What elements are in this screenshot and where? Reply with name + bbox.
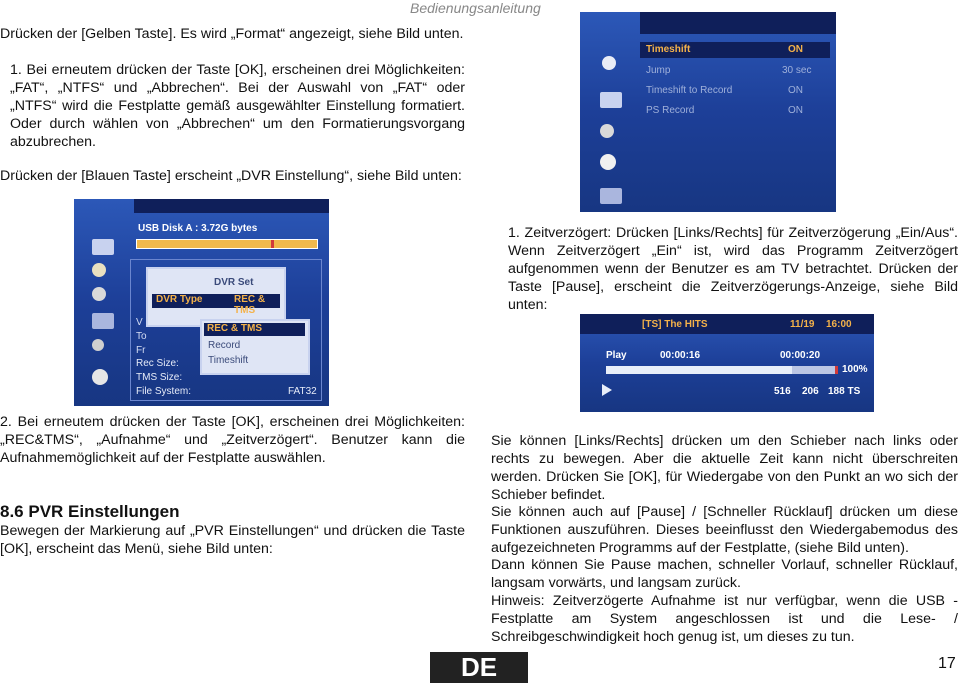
page-number: 17 bbox=[938, 655, 956, 672]
disk-usage-bar bbox=[136, 239, 318, 249]
media-icon bbox=[92, 263, 106, 277]
stat-value: 188 TS bbox=[828, 386, 861, 397]
settings-icon bbox=[92, 287, 106, 301]
section-heading: 8.6 PVR Einstellungen bbox=[0, 502, 180, 521]
usb-icon bbox=[92, 339, 104, 351]
dvr-type-value: REC & TMS bbox=[234, 294, 266, 316]
pvr-settings-screenshot bbox=[580, 12, 836, 212]
timeshift-screenshot bbox=[580, 314, 874, 412]
usb-disk-label: USB Disk A : 3.72G bytes bbox=[138, 223, 258, 234]
header-title: Bedienungsanleitung bbox=[410, 0, 541, 16]
option-timeshift[interactable]: Timeshift bbox=[208, 355, 249, 366]
partial-row-to: To bbox=[136, 331, 147, 342]
dvr-settings-screenshot bbox=[74, 199, 329, 406]
pvr-row-value: 30 sec bbox=[782, 65, 812, 76]
screen-title-bar bbox=[134, 199, 329, 213]
media-icon bbox=[600, 124, 614, 138]
paragraph-blue-key: Drücken der [Blauen Taste] erscheint „DVR Einstellung“, siehe Bild unten: bbox=[0, 168, 462, 184]
dvr-set-title: DVR Set bbox=[214, 277, 254, 288]
play-time: 00:00:16 bbox=[660, 350, 701, 361]
pvr-row-value: ON bbox=[788, 105, 803, 116]
option-rec-tms[interactable]: REC & TMS bbox=[204, 323, 305, 336]
paragraph-format-options: 1. Bei erneutem drücken der Taste [OK], erscheinen drei Möglichkeiten: „FAT“, „NTFS“ und „Abbrechen“. Bei der Auswahl von „FAT“ oder „NTFS“ wird die Festplatte gemäß ausgewählter Einstellung formatiert. Oder durch wählen von „Abbrechen“ um den Formatierungsvorgang abzubrechen. bbox=[10, 62, 465, 150]
file-system-value: FAT32 bbox=[288, 386, 317, 397]
tools-icon bbox=[600, 188, 622, 204]
play-label: Play bbox=[606, 350, 627, 361]
timeshift-progress-track[interactable] bbox=[606, 366, 838, 374]
option-record[interactable]: Record bbox=[208, 340, 241, 351]
language-badge: DE bbox=[430, 652, 528, 683]
signal-icon bbox=[600, 92, 622, 108]
pvr-row-label[interactable]: Jump bbox=[646, 65, 671, 76]
channel-name: [TS] The HITS bbox=[642, 319, 708, 330]
partial-row-fr: Fr bbox=[136, 345, 146, 356]
settings-icon bbox=[600, 154, 616, 170]
stat-value: 206 bbox=[802, 386, 819, 397]
play-icon bbox=[602, 56, 616, 70]
end-time: 00:00:20 bbox=[780, 350, 821, 361]
tms-size-label: TMS Size: bbox=[136, 372, 183, 383]
paragraph-note: Hinweis: Zeitverzögerte Aufnahme ist nur verfügbar, wenn die USB - Festplatte am System angeschlossen ist und die Lese- / Schreibgeschwindigkeit hoch genug ist, um dieses zu tun. bbox=[491, 593, 958, 645]
paragraph-slider: Sie können [Links/Rechts] drücken um den Schieber nach links oder rechts zu bewegen. Aber die aktuelle Zeit kann nicht überschreiten werden. Drücken Sie [OK], für Wiedergabe von den Punkt an wo sich der Schieber befindet. bbox=[491, 433, 958, 503]
rec-size-label: Rec Size: bbox=[136, 358, 179, 369]
timeshift-progress-fill bbox=[606, 366, 792, 374]
paragraph-pvr-settings: Bewegen der Markierung auf „PVR Einstellungen“ und drücken die Taste [OK], erscheint das Menü, siehe Bild unten: bbox=[0, 523, 465, 557]
pvr-row-value: ON bbox=[788, 44, 803, 55]
file-system-label: File System: bbox=[136, 386, 192, 397]
paragraph-pause-rewind: Sie können auch auf [Pause] / [Schneller Rücklauf] drücken um diese Funktionen auszuführen. Dieses beeinflusst den Wiedergabemodus des aufgezeichneten Programms auf der Festplatte, (siehe Bild unten). bbox=[491, 504, 958, 556]
record-icon bbox=[92, 369, 108, 385]
date-label: 11/19 bbox=[790, 319, 815, 330]
tools-icon bbox=[92, 313, 114, 329]
stat-value: 516 bbox=[774, 386, 791, 397]
paragraph-yellow-key: Drücken der [Gelben Taste]. Es wird „Format“ angezeigt, siehe Bild unten. bbox=[0, 26, 464, 42]
pvr-row-label: Timeshift bbox=[646, 44, 691, 55]
progress-end-marker bbox=[835, 366, 838, 374]
play-icon[interactable] bbox=[602, 384, 612, 396]
dvr-type-label: DVR Type bbox=[156, 294, 203, 305]
pvr-row-label[interactable]: Timeshift to Record bbox=[646, 85, 733, 96]
pvr-row-value: ON bbox=[788, 85, 803, 96]
screen-title-bar bbox=[640, 12, 836, 34]
signal-icon bbox=[92, 239, 114, 255]
percent-label: 100% bbox=[842, 364, 868, 375]
paragraph-playback-modes: Dann können Sie Pause machen, schneller Vorlauf, schneller Rücklauf, langsam vorwärts, und langsam zurück. bbox=[491, 557, 958, 591]
partial-row-v: V bbox=[136, 317, 143, 328]
paragraph-timeshift: 1. Zeitverzögert: Drücken [Links/Rechts] für Zeitverzögerung „Ein/Aus“. Wenn Zeitverzögert „Ein“ ist, wird das Programm Zeitverzögert aufgenommen wenn der Benutzer es am TV betrachtet. Drücken der Taste [Pause], erscheint die Zeitverzögerungs-Anzeige, siehe Bild unten: bbox=[508, 225, 958, 313]
usage-marker bbox=[271, 240, 274, 248]
dvr-type-selector[interactable] bbox=[152, 294, 280, 316]
paragraph-dvr-options: 2. Bei erneutem drücken der Taste [OK], erscheinen drei Möglichkeiten: „REC&TMS“, „Aufnahme“ und „Zeitverzögert“. Benutzer kann die Aufnahmemöglichkeit auf der Festplatte auswählen. bbox=[0, 414, 465, 466]
time-label: 16:00 bbox=[826, 319, 852, 330]
pvr-row-label[interactable]: PS Record bbox=[646, 105, 695, 116]
